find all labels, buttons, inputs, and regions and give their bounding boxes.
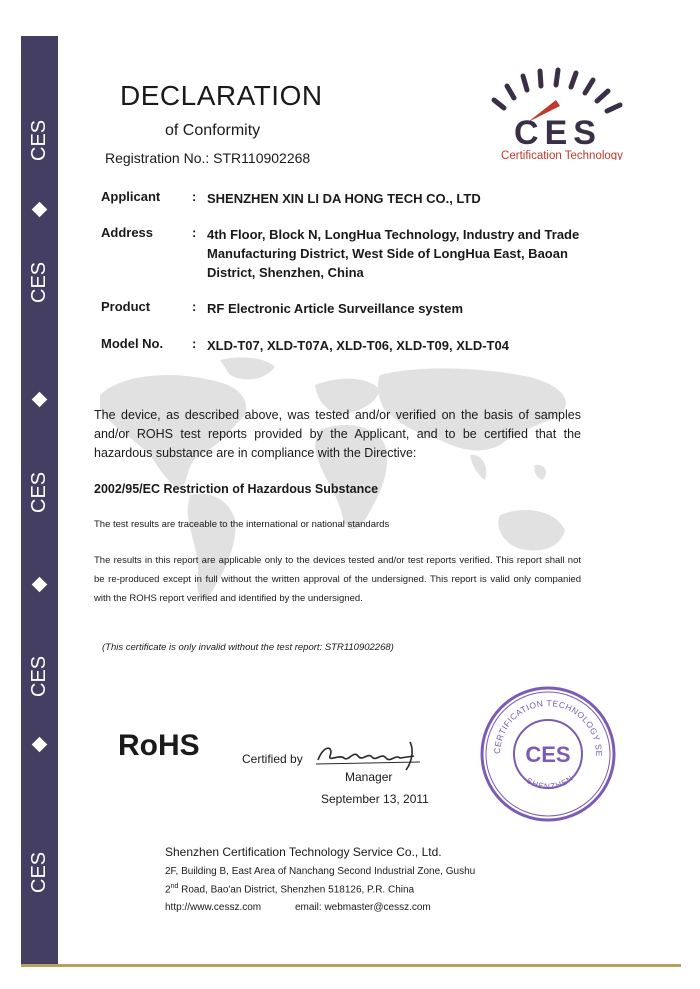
seal-ring-text: CERTIFICATION TECHNOLOGY SE xyxy=(491,697,605,757)
footer-email[interactable]: email: webmaster@cessz.com xyxy=(295,902,431,913)
seal-center-text: CES xyxy=(525,742,571,767)
field-colon: : xyxy=(192,299,197,314)
bottom-rule xyxy=(21,964,681,967)
footer-address-2 xyxy=(165,883,414,895)
ces-logo xyxy=(470,60,650,165)
side-band xyxy=(21,36,58,964)
footer-website[interactable]: http://www.cessz.com xyxy=(165,902,262,913)
side-label: CES xyxy=(28,471,50,513)
directive-title: 2002/95/EC Restriction of Hazardous Substance xyxy=(94,482,379,496)
certified-by-label: Certified by xyxy=(242,752,303,766)
field-colon: : xyxy=(192,336,197,351)
footer-address-2-pre: 2 xyxy=(165,884,171,896)
svg-text:SHENZHEN xyxy=(525,773,576,791)
address-label: Address xyxy=(101,225,154,240)
product-value: RF Electronic Article Surveillance system xyxy=(207,301,464,316)
applicant-value: SHENZHEN XIN LI DA HONG TECH CO., LTD xyxy=(207,191,481,206)
logo-brand: CES xyxy=(514,114,602,152)
field-colon: : xyxy=(192,189,197,204)
address-value: 4th Floor, Block N, LongHua Technology, Industry and Trade Manufacturing District, West Side of LongHua East, Baoan District, Shenzhen, China xyxy=(207,227,580,280)
side-label: CES xyxy=(28,655,50,697)
side-label: CES xyxy=(28,261,50,303)
company-seal xyxy=(478,684,618,829)
side-label: CES xyxy=(28,851,50,893)
signer-role: Manager xyxy=(345,770,393,784)
results-paragraph: The results in this report are applicable only to the devices tested and/or test reports verified. This report shall not be re-produced except in full without the written approval of the undersigned. This report is valid only companied with the ROHS report verified and identified by the undersigned. xyxy=(94,555,581,604)
ces-logo-graphic xyxy=(470,60,650,160)
product-label: Product xyxy=(101,299,151,314)
diamond-icon xyxy=(32,392,48,408)
applicant-label: Applicant xyxy=(101,189,161,204)
diamond-icon xyxy=(32,577,48,593)
diamond-icon xyxy=(32,202,48,218)
side-label: CES xyxy=(28,119,50,161)
rohs-mark: RoHS xyxy=(118,729,200,762)
sign-date: September 13, 2011 xyxy=(321,792,429,806)
model-value: XLD-T07, XLD-T07A, XLD-T06, XLD-T09, XLD-T04 xyxy=(207,338,509,353)
seal-graphic xyxy=(478,684,618,824)
field-colon: : xyxy=(192,225,197,240)
traceable-text: The test results are traceable to the international or national standards xyxy=(94,519,390,530)
statement-paragraph: The device, as described above, was tested and/or verified on the basis of samples and/or ROHS test reports provided by the Applicant, and to be certified that the hazardous substance are in compliance with the Directive: xyxy=(94,408,581,460)
footer-company: Shenzhen Certification Technology Service Co., Ltd. xyxy=(165,845,442,859)
model-label: Model No. xyxy=(101,336,164,351)
certificate-note: (This certificate is only invalid without the test report: STR110902268) xyxy=(102,642,394,653)
signature-graphic xyxy=(310,736,430,772)
footer-address-1: 2F, Building B, East Area of Nanchang Second Industrial Zone, Gushu xyxy=(165,866,476,877)
diamond-icon xyxy=(32,737,48,753)
document-subtitle: of Conformity xyxy=(165,122,261,139)
registration-number: Registration No.: STR110902268 xyxy=(105,150,311,166)
logo-tagline: Certification Technology xyxy=(501,150,623,160)
footer-address-2-post: Road, Bao'an District, Shenzhen 518126, P.R. China xyxy=(178,884,415,896)
footer-address-2-sup: nd xyxy=(170,883,179,890)
document-title: DECLARATION xyxy=(120,80,323,111)
seal-bottom-text: SHENZHEN xyxy=(524,773,576,792)
